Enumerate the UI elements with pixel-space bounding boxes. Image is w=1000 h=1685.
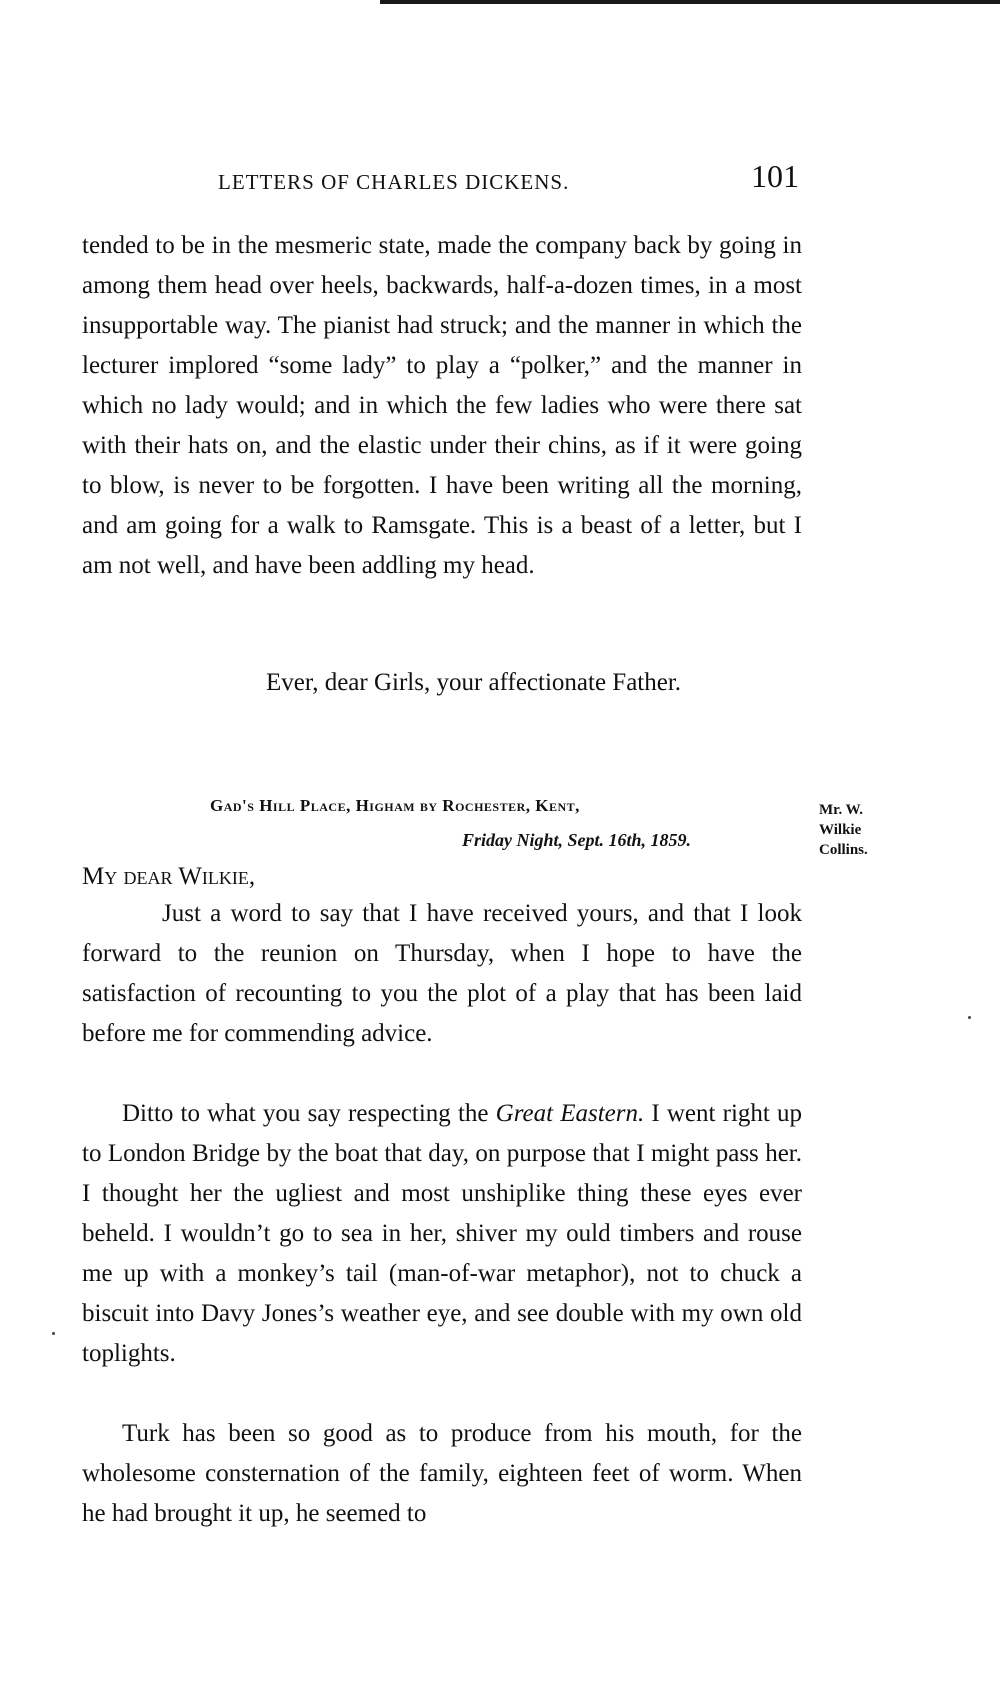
page-number: 101 — [751, 158, 799, 194]
letter-2-paragraph-1: Just a word to say that I have received yours, and that I look forward to the reunion on Thursday, when I hope to have the satisfaction of recounting to you the plot of a play that has been laid before me for commending advice. — [82, 900, 802, 1047]
paragraph-2-text-after: I went right up to London Bridge by the boat that day, on purpose that I might pass her. I thought her the ugliest and most unshiplike thing these eyes ever beheld. I wouldn’t go to sea in her, shiver my ould timbers and rouse me up with a monkey’s tail (man-of-war metaphor), not to chuck a biscuit into Davy Jones’s weather eye, and see double with my own old toplights. — [82, 1100, 802, 1367]
letter-2-salutation: My dear Wilkie, — [82, 863, 256, 890]
ship-name-italic: Great Eastern. — [495, 1100, 645, 1127]
letter-2-dateline: Friday Night, Sept. 16th, 1859. — [462, 830, 692, 850]
letter-2-address: Gad's Hill Place, Higham by Rochester, Kent, — [210, 796, 580, 815]
top-edge-rule — [380, 0, 1000, 4]
running-title: LETTERS OF CHARLES DICKENS. — [218, 170, 570, 194]
stray-ink-dot — [52, 1332, 55, 1335]
letter-2-paragraph-3: Turk has been so good as to produce from his mouth, for the wholesome consternation of the family, eighteen feet of worm. When he had brought it up, he seemed to — [82, 1420, 802, 1527]
paragraph-2-text-before: Ditto to what you say respecting the — [122, 1100, 496, 1127]
recipient-margin-note: Mr. W. Wilkie Collins. — [819, 802, 868, 858]
letter-1-closing-paragraph: tended to be in the mesmeric state, made the company back by going in among them head over heels, backwards, half-a-dozen times, in a most insupportable way. The pianist had struck; and the manner in which the lecturer implored “some lady” to play a “polker,” and the manner in which no lady would; and in which the few ladies who were there sat with their hats on, and the elastic under their chins, as if it were going to blow, is never to be forgotten. I have been writing all the morning, and am going for a walk to Ramsgate. This is a beast of a letter, but I am not well, and have been addling my head. — [82, 232, 802, 579]
letter-2-paragraph-2 — [82, 1094, 802, 1374]
stray-ink-dot — [968, 1016, 971, 1019]
letter-1-sign-off: Ever, dear Girls, your affectionate Father. — [266, 669, 682, 696]
